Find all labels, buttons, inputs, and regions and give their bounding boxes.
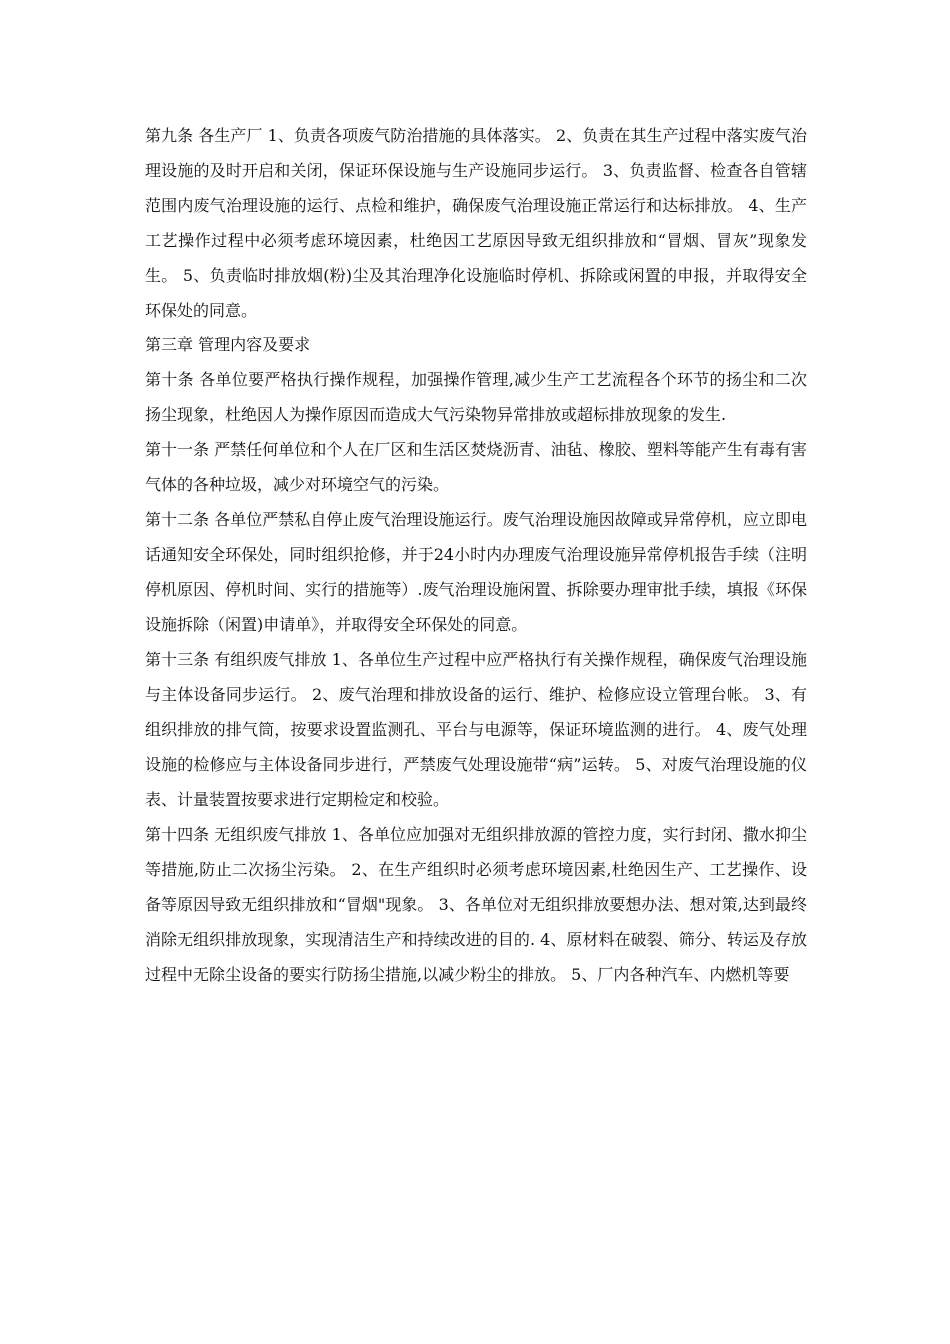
chapter-3-heading: 第三章 管理内容及要求: [145, 335, 311, 354]
document-body: [145, 118, 807, 992]
article-9-paragraph: 第九条 各生产厂 1、负责各项废气防治措施的具体落实。 2、负责在其生产过程中落实废气治理设施的及时开启和关闭，保证环保设施与生产设施同步运行。 3、负责监督、检查各自管辖范围内废气治理设施的运行、点检和维护，确保废气治理设施正常运行和达标排放。 4、生产工艺操作过程中必须考虑环境因素，杜绝因工艺原因导致无组织排放和“冒烟、冒灰”现象发生。 5、负责临时排放烟(粉)尘及其治理净化设施临时停机、拆除或闲置的申报，并取得安全环保处的同意。: [145, 126, 807, 320]
article-12-paragraph: 第十二条 各单位严禁私自停止废气治理设施运行。废气治理设施因故障或异常停机，应立即电话通知安全环保处，同时组织抢修，并于24小时内办理废气治理设施异常停机报告手续（注明停机原因、停机时间、实行的措施等）.废气治理设施闲置、拆除要办理审批手续，填报《环保设施拆除（闲置)申请单》，并取得安全环保处的同意。: [145, 510, 807, 634]
article-11-paragraph: 第十一条 严禁任何单位和个人在厂区和生活区焚烧沥青、油毡、橡胶、塑料等能产生有毒有害气体的各种垃圾，减少对环境空气的污染。: [145, 440, 807, 494]
article-10-paragraph: 第十条 各单位要严格执行操作规程，加强操作管理,减少生产工艺流程各个环节的扬尘和二次扬尘现象，杜绝因人为操作原因而造成大气污染物异常排放或超标排放现象的发生.: [145, 370, 807, 424]
article-14-paragraph: 第十四条 无组织废气排放 1、各单位应加强对无组织排放源的管控力度，实行封闭、撒水抑尘等措施,防止二次扬尘污染。 2、在生产组织时必须考虑环境因素,杜绝因生产、工艺操作、设备等原因导致无组织排放和“冒烟"现象。 3、各单位对无组织排放要想办法、想对策,达到最终消除无组织排放现象，实现清洁生产和持续改进的目的. 4、原材料在破裂、筛分、转运及存放过程中无除尘设备的要实行防扬尘措施,以减少粉尘的排放。 5、厂内各种汽车、内燃机等要: [145, 825, 807, 984]
article-13-paragraph: 第十三条 有组织废气排放 1、各单位生产过程中应严格执行有关操作规程，确保废气治理设施与主体设备同步运行。 2、废气治理和排放设备的运行、维护、检修应设立管理台帐。 3、有组织排放的排气筒，按要求设置监测孔、平台与电源等，保证环境监测的进行。 4、废气处理设施的检修应与主体设备同步进行，严禁废气处理设施带“病”运转。 5、对废气治理设施的仪表、计量装置按要求进行定期检定和校验。: [145, 650, 807, 809]
